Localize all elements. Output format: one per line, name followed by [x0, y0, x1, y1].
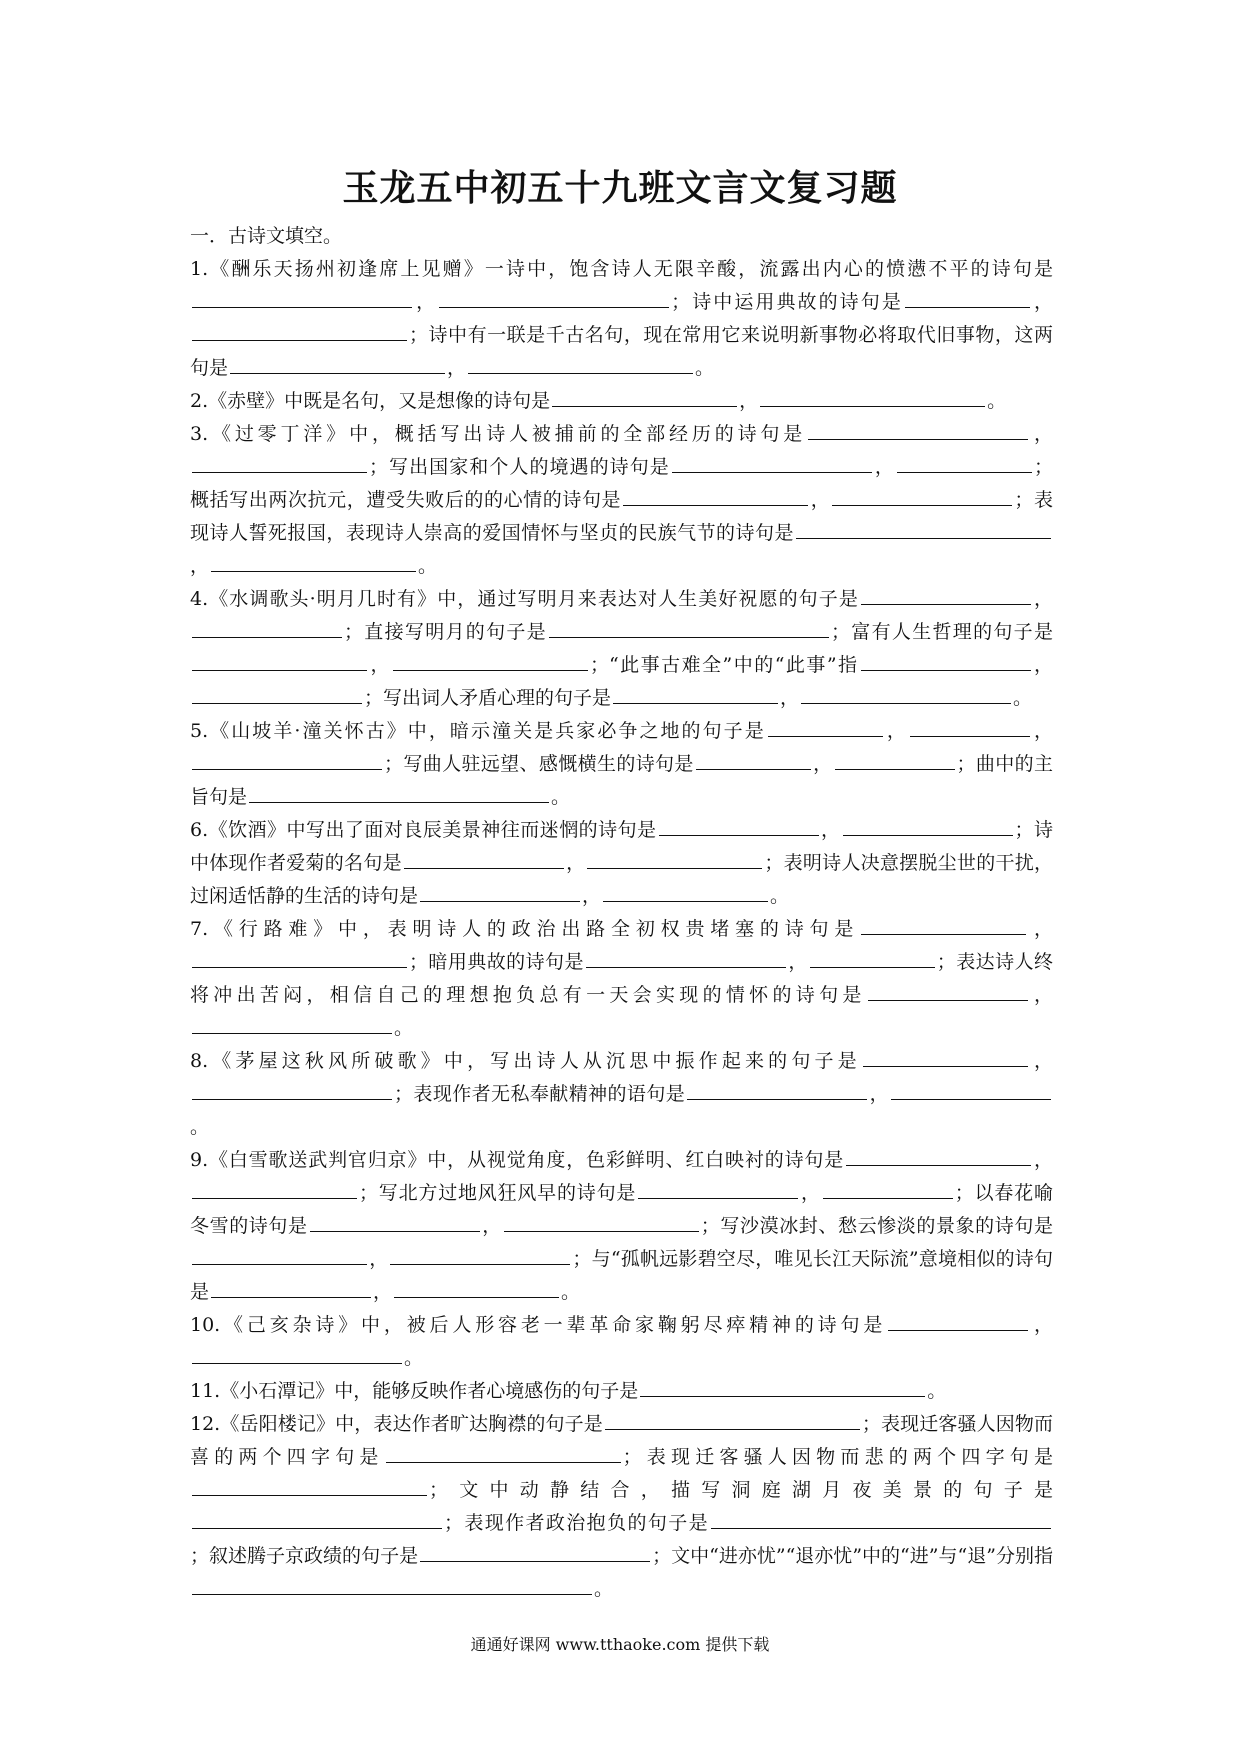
question-text: 。 — [404, 1347, 424, 1369]
question-text: ， — [1028, 918, 1053, 940]
question-text: ；表达诗人终将冲出苦闷，相信自己的理想抱负总有一天会实现的情怀的诗句是 — [190, 951, 1053, 1006]
answer-blank[interactable] — [868, 980, 1028, 1001]
question-text: ， — [565, 852, 586, 874]
question-text: ， — [1029, 984, 1053, 1006]
question-text: ， — [1029, 1050, 1053, 1072]
answer-blank[interactable] — [861, 584, 1031, 605]
question-text: ， — [780, 687, 800, 709]
question-text: ；以春花喻冬雪的诗句是 — [190, 1182, 1053, 1237]
answer-blank[interactable] — [468, 353, 693, 374]
question-text: ；叙述腾子京政绩的句子是 — [190, 1545, 419, 1567]
answer-blank[interactable] — [846, 1145, 1031, 1166]
question-12 — [190, 1408, 1053, 1606]
answer-blank[interactable] — [420, 1541, 650, 1562]
question-text: ；文中“进亦忧”“退亦忧”中的“进”与“退”分别指 — [652, 1545, 1053, 1567]
question-text: 8.《茅屋这秋风所破歌》中，写出诗人从沉思中振作起来的句子是 — [190, 1050, 861, 1072]
answer-blank[interactable] — [672, 452, 872, 473]
question-text: ；写曲人驻远望、感慨横生的诗句是 — [384, 753, 694, 775]
question-text: ， — [1030, 1314, 1053, 1336]
question-text: 10.《己亥杂诗》中，被后人形容老一辈革命家鞠躬尽瘁精神的诗句是 — [190, 1314, 887, 1336]
answer-blank[interactable] — [843, 815, 1013, 836]
question-text: ， — [582, 885, 602, 907]
question-text: ， — [812, 753, 833, 775]
answer-blank[interactable] — [863, 1046, 1028, 1067]
question-text: ， — [820, 819, 841, 841]
answer-blank[interactable] — [687, 1079, 867, 1100]
question-text: ；诗中体现作者爱菊的名句是 — [190, 819, 1053, 874]
answer-blank[interactable] — [404, 848, 564, 869]
answer-blank[interactable] — [310, 1211, 480, 1232]
answer-blank[interactable] — [905, 287, 1030, 308]
question-text: ， — [369, 1248, 389, 1270]
answer-blank[interactable] — [768, 716, 883, 737]
answer-blank[interactable] — [808, 419, 1028, 440]
answer-blank[interactable] — [897, 452, 1032, 473]
question-text: ；概括写出两次抗元，遭受失败后的的心情的诗句是 — [190, 456, 1053, 511]
question-text: ；诗中运用典故的诗句是 — [671, 291, 903, 313]
answer-blank[interactable] — [390, 1244, 570, 1265]
question-text: 。 — [1013, 687, 1033, 709]
answer-blank[interactable] — [696, 749, 811, 770]
answer-blank[interactable] — [603, 881, 768, 902]
question-text: 5.《山坡羊·潼关怀古》中，暗示潼关是兵家必争之地的句子是 — [190, 720, 766, 742]
question-text: 4.《水调歌头·明月几时有》中，通过写明月来表达对人生美好祝愿的句子是 — [190, 588, 859, 610]
question-text: ， — [1031, 291, 1053, 313]
question-text: ， — [190, 555, 210, 577]
answer-blank[interactable] — [249, 782, 549, 803]
question-text: 。 — [561, 1281, 581, 1303]
question-text: ， — [447, 357, 467, 379]
question-text: ， — [1030, 423, 1053, 445]
answer-blank[interactable] — [192, 617, 342, 638]
answer-blank[interactable] — [504, 1211, 699, 1232]
answer-blank[interactable] — [861, 914, 1026, 935]
answer-blank[interactable] — [393, 650, 588, 671]
answer-blank[interactable] — [192, 1574, 592, 1595]
answer-blank[interactable] — [386, 1442, 621, 1463]
answer-blank[interactable] — [192, 749, 382, 770]
answer-blank[interactable] — [810, 947, 935, 968]
section-heading: 一．古诗文填空。 — [190, 225, 343, 247]
question-text: ；写出词人矛盾心理的句子是 — [364, 687, 612, 709]
question-text: ；表现迁客骚人因物而悲的两个四字句是 — [622, 1446, 1053, 1468]
question-text: ；文中动静结合，描写洞庭湖月夜美景的句子是 — [429, 1479, 1053, 1501]
question-text: ；表现作者无私奉献精神的语句是 — [394, 1083, 686, 1105]
question-text: ；与“孤帆远影碧空尽，唯见长江天际流”意境相似的诗句是 — [190, 1248, 1053, 1303]
question-text: ；“此事古难全”中的“此事”指 — [589, 654, 859, 676]
question-text: 。 — [190, 1116, 210, 1138]
question-text: ；写沙漠冰封、愁云惨淡的景象的诗句是 — [700, 1215, 1053, 1237]
answer-blank[interactable] — [192, 1013, 392, 1034]
answer-blank[interactable] — [796, 518, 1051, 539]
question-text: ；写出国家和个人的境遇的诗句是 — [369, 456, 670, 478]
question-text: ， — [369, 654, 391, 676]
answer-blank[interactable] — [192, 320, 407, 341]
question-text: ， — [869, 1083, 889, 1105]
question-text: 6.《饮酒》中写出了面对良辰美景神往而迷惘的诗句是 — [190, 819, 657, 841]
answer-blank[interactable] — [823, 1178, 953, 1199]
question-text: ；诗中有一联是千古名句，现在常用它来说明新事物必将取代旧事物，这两句是 — [190, 324, 1053, 379]
question-text: ， — [787, 951, 808, 973]
question-text: ；暗用典故的诗句是 — [409, 951, 584, 973]
answer-blank[interactable] — [192, 650, 367, 671]
question-9 — [190, 1144, 1053, 1309]
question-text: ；表现诗人誓死报国，表现诗人崇高的爱国情怀与坚贞的民族气节的诗句是 — [190, 489, 1053, 544]
question-text: ， — [884, 720, 908, 742]
question-text: ；表明诗人决意摆脱尘世的干扰，过闲适恬静的生活的诗句是 — [190, 852, 1053, 907]
question-text: ；直接写明月的句子是 — [344, 621, 547, 643]
question-text: 3.《过零丁洋》中，概括写出诗人被捕前的全部经历的诗句是 — [190, 423, 807, 445]
question-text: ；写北方过地风狂风早的诗句是 — [359, 1182, 637, 1204]
answer-blank[interactable] — [192, 947, 407, 968]
question-1 — [190, 253, 1053, 385]
answer-blank[interactable] — [230, 353, 445, 374]
answer-blank[interactable] — [638, 1178, 798, 1199]
question-text: 。 — [418, 555, 438, 577]
question-11 — [190, 1375, 1053, 1408]
answer-blank[interactable] — [192, 452, 367, 473]
answer-blank[interactable] — [211, 1277, 371, 1298]
question-text: 7.《行路难》中，表明诗人的政治出路全初权贵堵塞的诗句是 — [190, 918, 860, 940]
answer-blank[interactable] — [891, 1079, 1051, 1100]
question-text: ， — [414, 291, 438, 313]
question-text: 11.《小石潭记》中，能够反映作者心境感伤的句子是 — [190, 1380, 639, 1402]
answer-blank[interactable] — [910, 716, 1030, 737]
answer-blank[interactable] — [211, 551, 416, 572]
answer-blank[interactable] — [623, 485, 808, 506]
answer-blank[interactable] — [420, 881, 580, 902]
question-text: 。 — [927, 1380, 947, 1402]
question-7 — [190, 913, 1053, 1045]
question-10 — [190, 1309, 1053, 1375]
answer-blank[interactable] — [549, 617, 829, 638]
answer-blank[interactable] — [439, 287, 669, 308]
question-text: ；富有人生哲理的句子是 — [831, 621, 1053, 643]
question-2 — [190, 385, 1053, 418]
question-text: ， — [810, 489, 831, 511]
question-5 — [190, 715, 1053, 814]
question-text: ， — [373, 1281, 393, 1303]
question-text: ， — [481, 1215, 502, 1237]
answer-blank[interactable] — [587, 848, 762, 869]
question-text: ， — [1033, 1149, 1053, 1171]
answer-blank[interactable] — [192, 683, 362, 704]
question-8 — [190, 1045, 1053, 1144]
answer-blank[interactable] — [552, 386, 737, 407]
answer-blank[interactable] — [613, 683, 778, 704]
question-text: 9.《白雪歌送武判官归京》中，从视觉角度，色彩鲜明、红白映衬的诗句是 — [190, 1149, 845, 1171]
question-text: 。 — [551, 786, 571, 808]
answer-blank[interactable] — [192, 1178, 357, 1199]
question-3 — [190, 418, 1053, 583]
question-text: 。 — [594, 1578, 614, 1600]
answer-blank[interactable] — [605, 1409, 860, 1430]
answer-blank[interactable] — [801, 683, 1011, 704]
question-text: ；表现作者政治抱负的句子是 — [444, 1512, 709, 1534]
question-text: ， — [800, 1182, 821, 1204]
question-text: ；曲中的主旨句是 — [190, 753, 1053, 808]
answer-blank[interactable] — [394, 1277, 559, 1298]
worksheet-body — [190, 220, 1053, 1606]
answer-blank[interactable] — [861, 650, 1031, 671]
question-6 — [190, 814, 1053, 913]
answer-blank[interactable] — [192, 1508, 442, 1529]
question-text: ， — [873, 456, 895, 478]
answer-blank[interactable] — [192, 287, 412, 308]
question-text: ， — [1032, 588, 1053, 610]
question-text: ， — [1031, 720, 1053, 742]
answer-blank[interactable] — [659, 815, 819, 836]
answer-blank[interactable] — [192, 1475, 427, 1496]
question-text: ， — [739, 390, 759, 412]
question-text: 2.《赤壁》中既是名句，又是想像的诗句是 — [190, 390, 551, 412]
answer-blank[interactable] — [586, 947, 786, 968]
answer-blank[interactable] — [640, 1376, 925, 1397]
answer-blank[interactable] — [832, 485, 1012, 506]
page-footer: 通通好课网 www.tthaoke.com 提供下载 — [470, 1635, 770, 1654]
answer-blank[interactable] — [192, 1079, 392, 1100]
answer-blank[interactable] — [711, 1508, 1051, 1529]
page-title: 玉龙五中初五十九班文言文复习题 — [342, 167, 898, 209]
question-4 — [190, 583, 1053, 715]
question-text: 。 — [770, 885, 790, 907]
answer-blank[interactable] — [835, 749, 955, 770]
question-text: ；表现迁客骚人因物而喜的两个四字句是 — [190, 1413, 1053, 1468]
answer-blank[interactable] — [888, 1310, 1028, 1331]
question-text: 。 — [394, 1017, 414, 1039]
question-text: 12.《岳阳楼记》中，表达作者旷达胸襟的句子是 — [190, 1413, 603, 1435]
answer-blank[interactable] — [192, 1343, 402, 1364]
answer-blank[interactable] — [760, 386, 985, 407]
answer-blank[interactable] — [192, 1244, 367, 1265]
question-text: ， — [1032, 654, 1053, 676]
question-text: 。 — [987, 390, 1007, 412]
question-text: 。 — [695, 357, 715, 379]
question-text: 1.《酬乐天扬州初逢席上见赠》一诗中，饱含诗人无限辛酸，流露出内心的愤懑不平的诗句是 — [190, 258, 1053, 280]
